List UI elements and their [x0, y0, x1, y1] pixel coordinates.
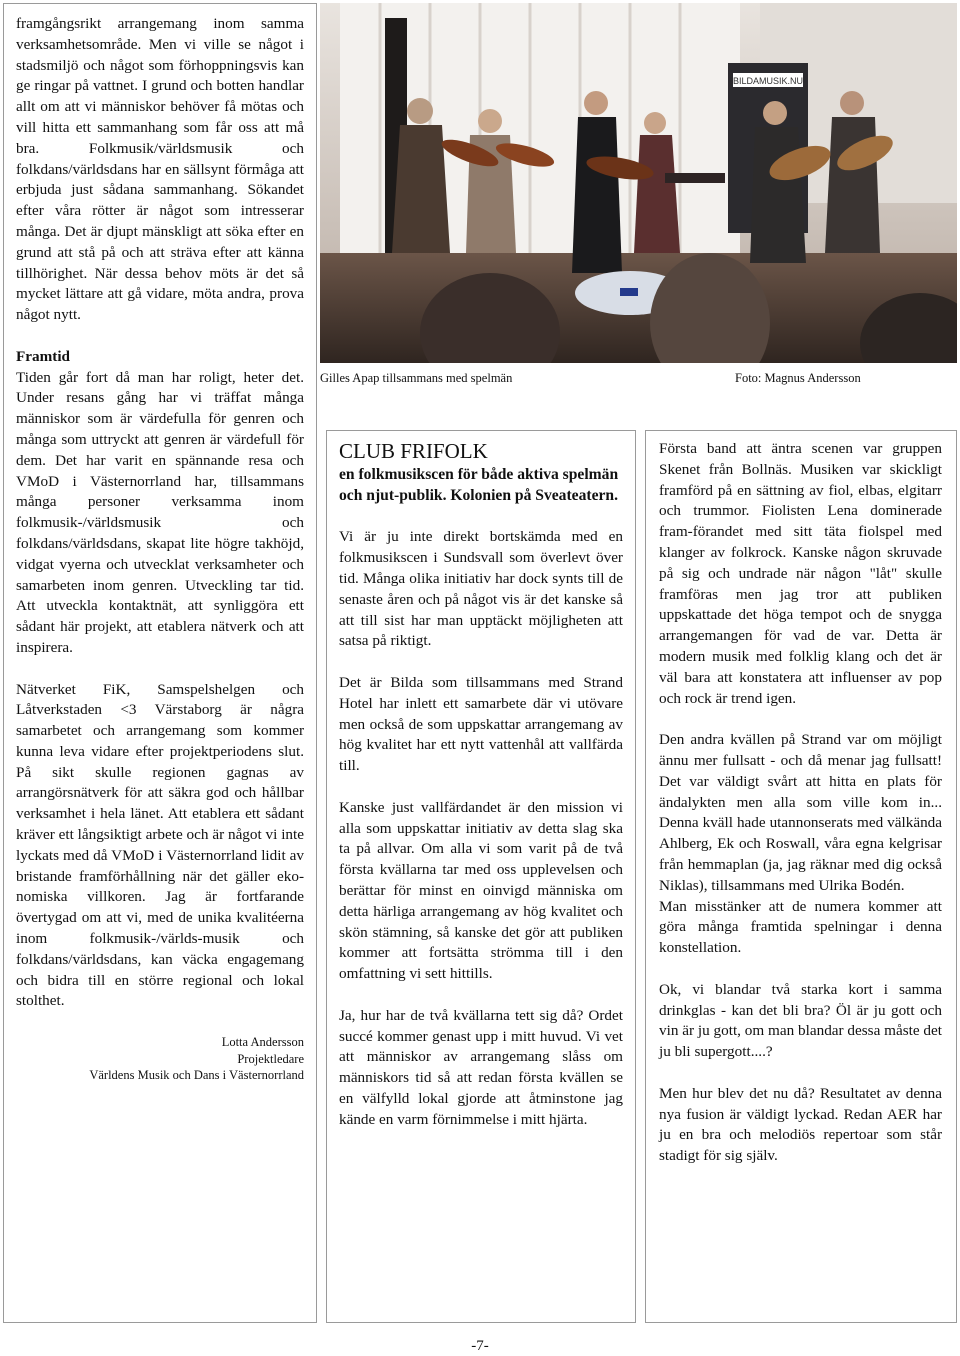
right-paragraph-4: Ok, vi blandar två starka kort i samma drinkglas - kan det bli bra? Öl är ju gott och vin är ju gott, om man blandar dessa måste det ju bli supergott....? [659, 980, 942, 1061]
right-paragraph-3: Man misstänker att de numera kommer att göra många framtida spelningar i denna konstellation. [659, 897, 942, 957]
signature-org: Världens Musik och Dans i Västernorrland [89, 1068, 304, 1083]
signature [16, 1034, 304, 1084]
signature-role: Projektledare [237, 1051, 304, 1066]
section-heading-framtid: Framtid [16, 347, 70, 365]
middle-paragraph-1: Vi är ju inte direkt bortskämda med en folkmusikscen i Sundsvall som överlevt över tid. Många olika initiativ har dock synts till de senaste åren och på något vis är det kanske så att till sist har man upptäckt möjligheten att satsa på riktigt. [339, 528, 623, 650]
middle-paragraph-3: Kanske just vallfärdandet är den mission vi alla som uppskattar initiativ av detta slag ska ta på allvar. Om alla vi som varit på de två första kvällarna tar med oss upplevelsen och berättar för minst en oinvigd människa om detta härliga arrangemang av hög kvalitet och skön stämning, så kanske det gör att publiken kommer att fortsätta strömma till i den omfattning vi sett hittills. [339, 798, 623, 983]
concert-photo [320, 3, 957, 363]
left-column [3, 3, 317, 1323]
club-frifolk-title: CLUB FRIFOLK [339, 439, 488, 463]
page-number: -7- [471, 1338, 489, 1354]
banner-text: BILDAMUSIK.NU [732, 76, 804, 86]
club-frifolk-subtitle: en folkmusikscen för både aktiva spelmän och njut-publik. Kolonien på Sveateatern. [339, 466, 619, 504]
right-paragraph-2: Den andra kvällen på Strand var om möjligt ännu mer fullsatt - och då menar jag fullsatt! Det var väldigt svårt att hitta en plats för ändalykten men alla som ville kom in... Denna kväll hade utannonserats med välkända Ahlberg, Ek och Roswall, våra egna kelgrisar från hemmaplan (ja, jag räknar med dig också Niklas), tillsammans med Ulrika Bodén. [659, 731, 942, 894]
left-paragraph-3: Nätverket FiK, Samspelshelgen och Låtverkstaden <3 Värstaborg är några samarbetet och arrangemang som kommer kunna leva vidare efter projektperiodens slut. På sikt skulle regionen gagnas av arrangörsnätverk för att säkra god och hållbar verksamhet i hela länet. Att etablera ett sådant kräver ett långsiktigt arbete och är något vi inte lyckats med då VMoD i Västernorrland lidit av bristande framförhållning när det gäller eko-nomiska villkoren. Jag är fortfarande övertygad om att vi, med de unika kvalitéerna inom folkmusik-/världs-musik och folkdans/världsdans, kan väcka engagemang och bidra till en större regional och lokal stolthet. [16, 680, 304, 1010]
photo-credit: Foto: Magnus Andersson [735, 371, 861, 385]
left-paragraph-2: Tiden går fort då man har roligt, heter det. Under resans gång har vi träffat många människor som är värdefulla för genren och många som uttryckt att genren är värdefull för dem. Det har varit en spännande resa och VMoD i Västernorrland har, tillsammans många personer verksamma inom folkmusik-/världsmusik och folkdans/världsdans, skapat lite högre takhöjd, vidgat vyerna och utvecklat verksamheter och samarbeten inom genren. Utveckling tar tid. Att utveckla kontaktnät, att synliggöra ett sådant här projekt, att etablera nätverk och att inspirera. [16, 368, 304, 656]
signature-name: Lotta Andersson [221, 1035, 304, 1050]
right-paragraph-1: Första band att äntra scenen var gruppen Skenet från Bollnäs. Musiken var skickligt framförd på en sättning av fiol, elbas, elgitarr och trummor. Fiolisten Lena dominerade fram-förandet med sitt täta fiolspel med klanger av folkrock. Kanske någon skruvade på sig och undrade när någon "låt" skulle framföras men jag tror att publiken uppskattade det höga tempot och de snygga arrangemangen för vad de var. Detta är modern musik med folklig klang och det är väl bara att konstatera att influenser av pop och rock är trend igen. [659, 440, 942, 707]
left-paragraph-1: framgångsrikt arrangemang inom samma verksamhetsområde. Men vi ville se något i stadsmiljö och något som förhoppningsvis kan ge ringar på vattnet. I grund och botten handlar allt om att vi människor behöver få mötas och vill hitta ett sammanhang som får oss att må bra. Folkmusik/världsmusik och folkdans/världsdans har en sällsynt förmåga att erbjuda just sådana sammanhang. Sökandet efter våra rötter är något som intresserar många. Det är djupt mänskligt att söka efter en grund att stå på och att sträva efter att känna tillhörighet. När dessa behov möts är det så mycket lättare att gå vidare, möta andra, prova något nytt. [16, 15, 304, 324]
middle-paragraph-4: Ja, hur har de två kvällarna tett sig då? Ordet succé kommer genast upp i mitt huvud. Vi vet att människor av arrangemang slåss om människors tid så att redan första kvällen se en välfylld lokal gjorde att åtminstone jag kände en varm förnimmelse i mitt hjärta. [339, 1006, 623, 1128]
photo-caption: Gilles Apap tillsammans med spelmän [320, 371, 513, 385]
middle-column [326, 430, 636, 1323]
right-paragraph-5: Men hur blev det nu då? Resultatet av denna nya fusion är väldigt lyckad. Redan AER har ju en bra och melodiös repertoar som står stadigt för sig själv. [659, 1084, 942, 1165]
right-column [645, 430, 957, 1323]
middle-paragraph-2: Det är Bilda som tillsammans med Strand Hotel har inlett ett samarbete där vi utövare men också de som uppskattar arrangemang av hög kvalitet har ett nytt vattenhål att vallfärda till. [339, 673, 623, 775]
